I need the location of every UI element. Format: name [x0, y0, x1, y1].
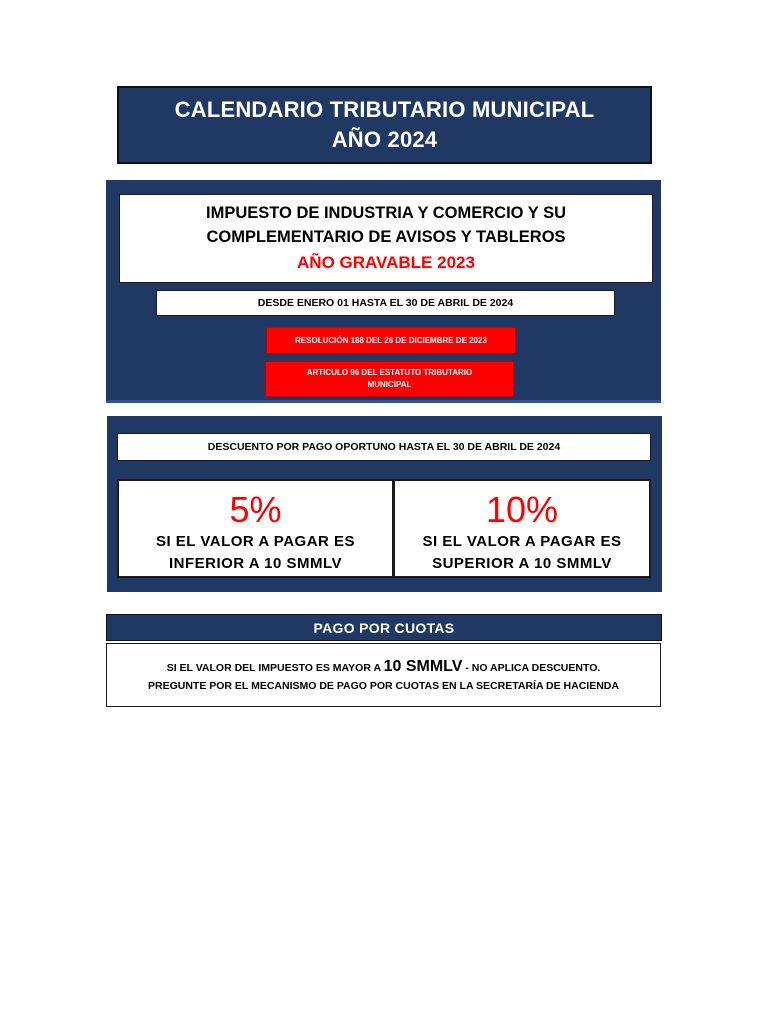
cuotas-header-text: PAGO POR CUOTAS [313, 619, 455, 636]
discount-header [117, 433, 651, 461]
discount-percent-5: 5% [229, 488, 282, 530]
cuotas-threshold: 10 SMMLV [383, 657, 463, 675]
discount-condition-line2: INFERIOR A 10 SMMLV [168, 554, 343, 572]
ica-period-text: DESDE ENERO 01 HASTA EL 30 DE ABRIL DE 2024 [257, 297, 514, 309]
discount-option-10 [393, 479, 651, 578]
discount-header-text: DESCUENTO POR PAGO OPORTUNO HASTA EL 30 DE ABRIL DE 2024 [207, 441, 561, 453]
calendar-header [117, 86, 652, 164]
article-line2: MUNICIPAL [367, 380, 412, 389]
ica-title-box [119, 194, 653, 283]
resolution-badge [266, 327, 516, 354]
cuotas-line2: PREGUNTE POR EL MECANISMO DE PAGO POR CUOTAS EN LA SECRETARÍA DE HACIENDA [148, 679, 619, 692]
resolution-text: RESOLUCIÓN 188 DEL 26 DE DICIEMBRE DE 2023 [295, 335, 487, 345]
discount-condition-line1: SI EL VALOR A PAGAR ES [155, 532, 356, 550]
cuotas-header [106, 614, 662, 641]
ica-title-line2: COMPLEMENTARIO DE AVISOS Y TABLEROS [206, 227, 566, 246]
article-badge [265, 361, 514, 397]
cuotas-line1 [167, 657, 601, 678]
cuotas-line1-pre: SI EL VALOR DEL IMPUESTO ES MAYOR A [166, 661, 381, 674]
article-line1: ARTICULO 96 DEL ESTATUTO TRIBUTARIO [306, 368, 473, 377]
cuotas-line1-post: - NO APLICA DESCUENTO. [465, 661, 601, 674]
ica-gravable-year: AÑO GRAVABLE 2023 [297, 252, 475, 272]
ica-period [156, 290, 615, 316]
discount-condition-line1: SI EL VALOR A PAGAR ES [422, 532, 622, 550]
header-year: AÑO 2024 [331, 127, 438, 152]
discount-percent-10: 10% [485, 488, 559, 530]
ica-title-line1: IMPUESTO DE INDUSTRIA Y COMERCIO Y SU [205, 203, 566, 222]
discount-option-5 [117, 479, 394, 578]
header-title: CALENDARIO TRIBUTARIO MUNICIPAL [174, 97, 595, 122]
cuotas-body [106, 643, 661, 707]
discount-condition-line2: SUPERIOR A 10 SMMLV [432, 554, 612, 572]
